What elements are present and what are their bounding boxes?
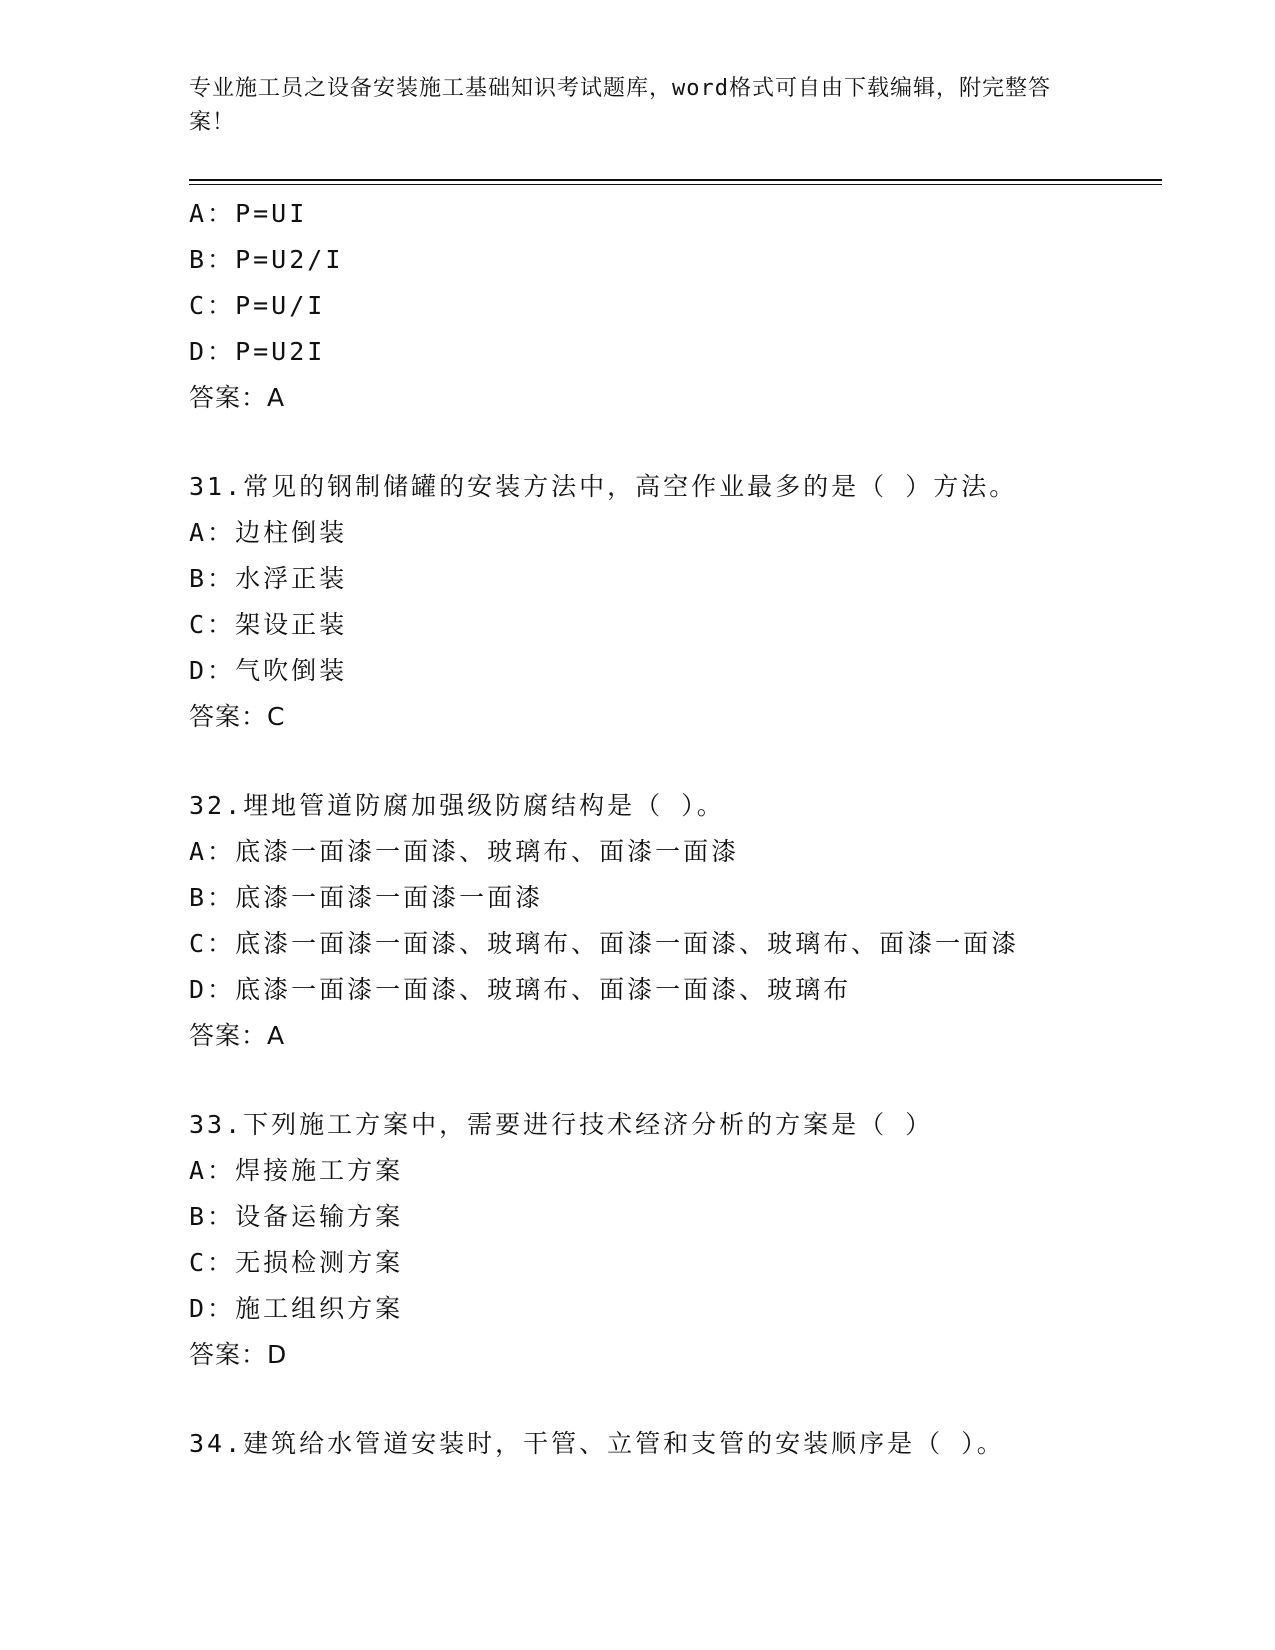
option-letter: A： xyxy=(189,1156,236,1185)
option-letter: B： xyxy=(189,1202,236,1231)
option-b xyxy=(189,237,1169,283)
question-stem: 34.建筑给水管道安装时，干管、立管和支管的安装顺序是（ ）。 xyxy=(189,1429,1005,1458)
option-letter: A： xyxy=(189,518,236,547)
question-list xyxy=(189,191,1169,1467)
option-letter: D： xyxy=(189,1294,236,1323)
option-letter: C： xyxy=(189,610,236,639)
option-letter: A： xyxy=(189,199,236,228)
option-text: 底漆一面漆一面漆一面漆 xyxy=(235,883,544,912)
option-letter: C： xyxy=(189,291,236,320)
header-divider-thin xyxy=(189,184,1162,185)
option-a xyxy=(189,191,1169,237)
option-b xyxy=(189,1194,1169,1240)
option-c xyxy=(189,921,1169,967)
option-text: 底漆一面漆一面漆、玻璃布、面漆一面漆、玻璃布、面漆一面漆 xyxy=(235,929,1020,958)
option-text: 边柱倒装 xyxy=(235,518,348,547)
option-text: P=U2I xyxy=(235,337,326,366)
option-text: 底漆一面漆一面漆、玻璃布、面漆一面漆、玻璃布 xyxy=(235,975,852,1004)
option-letter: D： xyxy=(189,656,236,685)
question-stem: 31.常见的钢制储罐的安装方法中，高空作业最多的是（ ）方法。 xyxy=(189,472,1018,501)
option-text: 架设正装 xyxy=(235,610,348,639)
option-text: 气吹倒装 xyxy=(235,656,348,685)
question-stem: 33.下列施工方案中，需要进行技术经济分析的方案是（ ） xyxy=(189,1110,934,1139)
option-b xyxy=(189,556,1169,602)
option-text: 施工组织方案 xyxy=(235,1294,404,1323)
option-d xyxy=(189,967,1169,1013)
question-block-34 xyxy=(189,1421,1169,1467)
option-text: P=UI xyxy=(235,199,308,228)
option-letter: C： xyxy=(189,1248,236,1277)
option-letter: A： xyxy=(189,837,236,866)
document-header: 专业施工员之设备安装施工基础知识考试题库，word格式可自由下载编辑，附完整答案！ xyxy=(189,76,1051,135)
question-block-30 xyxy=(189,191,1169,421)
option-text: 水浮正装 xyxy=(235,564,348,593)
option-letter: D： xyxy=(189,337,236,366)
option-text: 底漆一面漆一面漆、玻璃布、面漆一面漆 xyxy=(235,837,740,866)
answer-line: 答案：A xyxy=(189,383,286,412)
option-text: 焊接施工方案 xyxy=(235,1156,404,1185)
option-text: 设备运输方案 xyxy=(235,1202,404,1231)
question-block-33 xyxy=(189,1102,1169,1378)
option-letter: B： xyxy=(189,245,236,274)
option-text: 无损检测方案 xyxy=(235,1248,404,1277)
option-a xyxy=(189,510,1169,556)
option-c xyxy=(189,602,1169,648)
option-d xyxy=(189,648,1169,694)
option-letter: D： xyxy=(189,975,236,1004)
option-d xyxy=(189,1286,1169,1332)
question-stem: 32.埋地管道防腐加强级防腐结构是（ ）。 xyxy=(189,791,725,820)
header-divider-thick xyxy=(189,179,1162,181)
option-text: P=U2/I xyxy=(235,245,344,274)
option-letter: B： xyxy=(189,883,236,912)
option-letter: B： xyxy=(189,564,236,593)
option-letter: C： xyxy=(189,929,236,958)
option-a xyxy=(189,829,1169,875)
answer-line: 答案：C xyxy=(189,702,286,731)
option-b xyxy=(189,875,1169,921)
option-a xyxy=(189,1148,1169,1194)
option-c xyxy=(189,283,1169,329)
option-d xyxy=(189,329,1169,375)
answer-line: 答案：D xyxy=(189,1340,288,1369)
question-block-31 xyxy=(189,464,1169,740)
option-text: P=U/I xyxy=(235,291,326,320)
option-c xyxy=(189,1240,1169,1286)
answer-line: 答案：A xyxy=(189,1021,286,1050)
question-block-32 xyxy=(189,783,1169,1059)
